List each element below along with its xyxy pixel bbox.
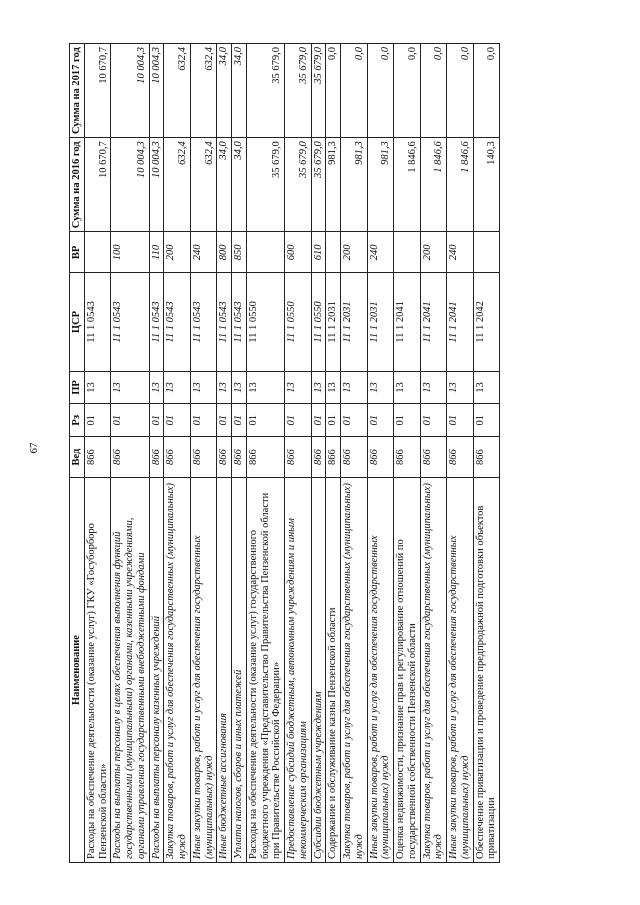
cell-ved: 866	[326, 436, 341, 477]
cell-s2017: 34,0	[217, 43, 232, 137]
cell-name: Иные закупки товаров, работ и услуг для обеспечения государственных (муниципальных) нужд	[190, 477, 217, 862]
cell-pr: 13	[473, 371, 500, 404]
cell-vr: 100	[111, 231, 149, 272]
cell-pr: 13	[217, 371, 232, 404]
cell-ved: 866	[246, 436, 284, 477]
table-header	[70, 43, 85, 862]
cell-ved: 866	[285, 436, 312, 477]
cell-vr: 200	[341, 231, 368, 272]
cell-csr: 11 1 2031	[367, 272, 394, 370]
cell-rz: 01	[164, 403, 191, 436]
cell-s2017: 10 004,3	[111, 43, 149, 137]
cell-name: Расходы на выплаты персоналу в целях обеспечения выполнения функций государственными (муниципальными) органами, казенными учреждениями, органами управления государственными внебюджетными фондами	[111, 477, 149, 862]
cell-csr: 11 1 2041	[447, 272, 474, 370]
cell-rz: 01	[341, 403, 368, 436]
cell-s2016: 35 679,0	[285, 137, 312, 231]
cell-rz: 01	[84, 403, 111, 436]
cell-pr: 13	[326, 371, 341, 404]
cell-ved: 866	[341, 436, 368, 477]
cell-s2017: 35 679,0	[246, 43, 284, 137]
cell-ved: 866	[473, 436, 500, 477]
cell-pr: 13	[447, 371, 474, 404]
cell-name: Расходы на обеспечение деятельности (оказание услуг) государственного бюджетного учреждения «Представительство Правительства Пензенской области при Правительстве Российской Федерации»	[246, 477, 284, 862]
cell-s2017: 0,0	[326, 43, 341, 137]
cell-rz: 01	[326, 403, 341, 436]
table-row	[149, 43, 164, 862]
cell-s2017: 10 670,7	[84, 43, 111, 137]
cell-pr: 13	[311, 371, 326, 404]
cell-csr: 11 1 0543	[164, 272, 191, 370]
cell-s2016: 10 004,3	[149, 137, 164, 231]
cell-vr: 240	[367, 231, 394, 272]
cell-rz: 01	[311, 403, 326, 436]
cell-vr	[84, 231, 111, 272]
cell-name: Расходы на выплаты персоналу казенных учреждений	[149, 477, 164, 862]
col-header: Сумма на 2017 год	[70, 43, 85, 137]
cell-pr: 13	[246, 371, 284, 404]
cell-s2017: 10 004,3	[149, 43, 164, 137]
cell-csr: 11 1 2041	[394, 272, 421, 370]
cell-pr: 13	[84, 371, 111, 404]
cell-csr: 11 1 0550	[285, 272, 312, 370]
cell-ved: 866	[447, 436, 474, 477]
rotated-page	[69, 43, 609, 863]
cell-pr: 13	[285, 371, 312, 404]
cell-pr: 13	[367, 371, 394, 404]
cell-vr	[473, 231, 500, 272]
cell-vr	[394, 231, 421, 272]
budget-table	[69, 43, 500, 863]
cell-name: Содержание и обслуживание казны Пензенской области	[326, 477, 341, 862]
cell-s2017: 632,4	[190, 43, 217, 137]
cell-csr: 11 1 0543	[217, 272, 232, 370]
cell-name: Закупка товаров, работ и услуг для обеспечения государственных (муниципальных) нужд	[164, 477, 191, 862]
cell-csr: 11 1 2041	[420, 272, 447, 370]
cell-s2016: 632,4	[164, 137, 191, 231]
cell-rz: 01	[367, 403, 394, 436]
table-row	[420, 43, 447, 862]
table-row	[190, 43, 217, 862]
cell-name: Оценка недвижимости, признание прав и регулирование отношений по государственной собственности Пензенской области	[394, 477, 421, 862]
cell-s2016: 1 846,6	[394, 137, 421, 231]
table-row	[473, 43, 500, 862]
cell-name: Субсидии бюджетным учреждениям	[311, 477, 326, 862]
cell-s2016: 1 846,6	[420, 137, 447, 231]
table-row	[367, 43, 394, 862]
table-row	[84, 43, 111, 862]
cell-csr: 11 1 0543	[232, 272, 247, 370]
cell-ved: 866	[217, 436, 232, 477]
cell-name: Расходы на обеспечение деятельности (оказание услуг) ГКУ «Госуборборо Пензенской области»	[84, 477, 111, 862]
cell-pr: 13	[394, 371, 421, 404]
table-row	[232, 43, 247, 862]
table-body	[84, 43, 499, 862]
cell-ved: 866	[84, 436, 111, 477]
table-row	[217, 43, 232, 862]
cell-rz: 01	[246, 403, 284, 436]
cell-ved: 866	[420, 436, 447, 477]
cell-s2016: 34,0	[232, 137, 247, 231]
cell-s2017: 0,0	[473, 43, 500, 137]
cell-s2016: 1 846,6	[447, 137, 474, 231]
cell-ved: 866	[394, 436, 421, 477]
col-header: ВР	[70, 231, 85, 272]
cell-rz: 01	[394, 403, 421, 436]
cell-s2016: 34,0	[217, 137, 232, 231]
cell-ved: 866	[164, 436, 191, 477]
cell-ved: 866	[111, 436, 149, 477]
cell-s2017: 35 679,0	[285, 43, 312, 137]
cell-s2017: 0,0	[394, 43, 421, 137]
cell-rz: 01	[217, 403, 232, 436]
cell-rz: 01	[285, 403, 312, 436]
cell-pr: 13	[111, 371, 149, 404]
cell-name: Иные закупки товаров, работ и услуг для обеспечения государственных (муниципальных) нужд	[447, 477, 474, 862]
cell-rz: 01	[420, 403, 447, 436]
cell-name: Иные бюджетные ассигнования	[217, 477, 232, 862]
table-row	[164, 43, 191, 862]
cell-csr: 11 1 0543	[149, 272, 164, 370]
cell-name: Уплата налогов, сборов и иных платежей	[232, 477, 247, 862]
cell-s2016: 10 670,7	[84, 137, 111, 231]
table-row	[326, 43, 341, 862]
cell-vr: 610	[311, 231, 326, 272]
cell-ved: 866	[311, 436, 326, 477]
cell-s2016: 35 679,0	[311, 137, 326, 231]
table-row	[447, 43, 474, 862]
cell-vr: 200	[164, 231, 191, 272]
cell-csr: 11 1 0543	[111, 272, 149, 370]
cell-csr: 11 1 0550	[246, 272, 284, 370]
cell-pr: 13	[420, 371, 447, 404]
cell-rz: 01	[447, 403, 474, 436]
cell-vr	[246, 231, 284, 272]
cell-vr	[326, 231, 341, 272]
cell-s2017: 35 679,0	[311, 43, 326, 137]
cell-rz: 01	[232, 403, 247, 436]
cell-vr: 800	[217, 231, 232, 272]
cell-ved: 866	[232, 436, 247, 477]
table-row	[311, 43, 326, 862]
cell-pr: 13	[341, 371, 368, 404]
cell-s2016: 35 679,0	[246, 137, 284, 231]
cell-csr: 11 1 0550	[311, 272, 326, 370]
cell-ved: 866	[367, 436, 394, 477]
cell-ved: 866	[149, 436, 164, 477]
cell-name: Обеспечение приватизации и проведение предпродажной подготовки объектов приватизации	[473, 477, 500, 862]
col-header: Вед	[70, 436, 85, 477]
cell-ved: 866	[190, 436, 217, 477]
cell-s2016: 632,4	[190, 137, 217, 231]
cell-csr: 11 1 2031	[326, 272, 341, 370]
cell-csr: 11 1 2042	[473, 272, 500, 370]
col-header: Наименование	[70, 477, 85, 862]
cell-csr: 11 1 0543	[84, 272, 111, 370]
table-row	[341, 43, 368, 862]
cell-s2016: 981,3	[367, 137, 394, 231]
table-row	[111, 43, 149, 862]
cell-vr: 850	[232, 231, 247, 272]
cell-s2017: 0,0	[420, 43, 447, 137]
col-header: ЦСР	[70, 272, 85, 370]
cell-pr: 13	[149, 371, 164, 404]
col-header: Сумма на 2016 год	[70, 137, 85, 231]
cell-name: Закупка товаров, работ и услуг для обеспечения государственных (муниципальных) нужд	[420, 477, 447, 862]
cell-vr: 240	[190, 231, 217, 272]
cell-name: Иные закупки товаров, работ и услуг для обеспечения государственных (муниципальных) нужд	[367, 477, 394, 862]
cell-csr: 11 1 2031	[341, 272, 368, 370]
cell-s2017: 0,0	[341, 43, 368, 137]
cell-vr: 200	[420, 231, 447, 272]
cell-vr: 240	[447, 231, 474, 272]
cell-vr: 110	[149, 231, 164, 272]
cell-s2017: 0,0	[447, 43, 474, 137]
cell-s2016: 10 004,3	[111, 137, 149, 231]
cell-rz: 01	[190, 403, 217, 436]
cell-s2016: 981,3	[341, 137, 368, 231]
table-row	[285, 43, 312, 862]
cell-s2017: 34,0	[232, 43, 247, 137]
cell-vr: 600	[285, 231, 312, 272]
cell-pr: 13	[164, 371, 191, 404]
cell-csr: 11 1 0543	[190, 272, 217, 370]
cell-s2017: 0,0	[367, 43, 394, 137]
table-row	[394, 43, 421, 862]
cell-rz: 01	[473, 403, 500, 436]
cell-name: Закупка товаров, работ и услуг для обеспечения государственных (муниципальных) нужд	[341, 477, 368, 862]
page-number: 67	[28, 442, 40, 454]
col-header: ПР	[70, 371, 85, 404]
cell-s2016: 981,3	[326, 137, 341, 231]
table-row	[246, 43, 284, 862]
cell-name: Предоставление субсидий бюджетным, автономным учреждениям и иным некоммерческим организациям	[285, 477, 312, 862]
col-header: Рз	[70, 403, 85, 436]
cell-s2016: 140,3	[473, 137, 500, 231]
cell-pr: 13	[232, 371, 247, 404]
cell-rz: 01	[111, 403, 149, 436]
cell-pr: 13	[190, 371, 217, 404]
cell-s2017: 632,4	[164, 43, 191, 137]
cell-rz: 01	[149, 403, 164, 436]
